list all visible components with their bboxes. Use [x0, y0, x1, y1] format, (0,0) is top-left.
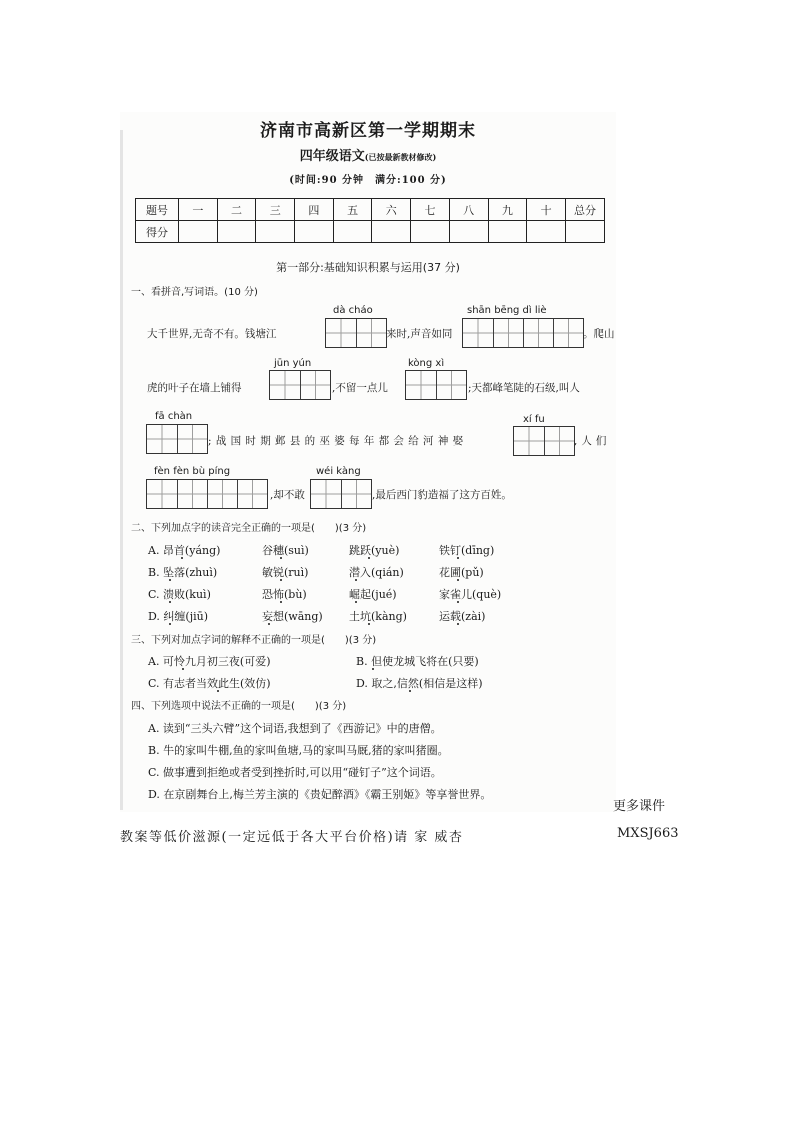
q1-line4-b: ,最后西门豹造福了这方百姓。	[372, 489, 512, 501]
emphasis-dot	[181, 557, 183, 559]
more-courseware-link[interactable]: 更多课件	[613, 799, 666, 814]
q3-option-a: A. 可怜九月初三夜(可爱)	[148, 655, 271, 668]
score-table-header-row	[136, 199, 605, 221]
subtitle-text: 四年级语文	[299, 149, 365, 164]
grid-cell[interactable]	[311, 480, 341, 508]
emphasis-dot	[409, 690, 411, 692]
q2-option-a-3: 跳跃(yuè)	[349, 544, 400, 557]
grid-cell[interactable]	[147, 425, 177, 453]
q3-option-c: C. 有志者当效此生(效仿)	[148, 677, 271, 690]
score-input-cell[interactable]	[179, 221, 218, 243]
score-cell: 题号	[136, 199, 179, 221]
grid-cell[interactable]	[406, 371, 436, 399]
score-input-cell[interactable]	[411, 221, 450, 243]
subtitle-note: (已按最新教材修改)	[364, 152, 437, 162]
emphasis-dot	[457, 623, 459, 625]
answer-grid-shanbeng[interactable]	[462, 318, 584, 348]
q4-option-a: A. 读到“三头六臂”这个词语,我想到了《西游记》中的唐僧。	[148, 722, 442, 735]
score-input-cell[interactable]	[488, 221, 527, 243]
emphasis-dot	[280, 601, 282, 603]
q2-option-d-4: 运载(zài)	[439, 610, 486, 623]
q1-line2-c: ;天都峰笔陡的石级,叫人	[468, 382, 580, 394]
q1-line1-b: 来时,声音如同	[386, 328, 453, 340]
q2-option-d-3: 土坑(kàng)	[349, 610, 407, 623]
q3-option-d: D. 取之,信然(相信是这样)	[356, 677, 483, 690]
answer-grid-junyun[interactable]	[269, 370, 331, 400]
score-cell: 四	[295, 199, 334, 221]
emphasis-dot	[280, 579, 282, 581]
time-info: (时间:90 分钟 满分:100 分)	[289, 175, 447, 186]
q1-line3-a: ;战国时期邺县的巫婆每年都会给河神娶	[208, 435, 468, 447]
q1-line3-b: ,人们	[574, 435, 611, 447]
q3-stem: 三、下列对加点字词的解释不正确的一项是( )(3 分)	[131, 635, 377, 646]
exam-title: 济南市高新区第一学期期末	[260, 121, 476, 141]
emphasis-dot	[368, 623, 370, 625]
score-input-cell[interactable]	[372, 221, 411, 243]
grid-cell[interactable]	[300, 371, 330, 399]
q1-line1-c: 。爬山	[583, 328, 615, 340]
q2-stem: 二、下列加点字的读音完全正确的一项是( )(3 分)	[131, 523, 367, 534]
pinyin-fachan: fā chàn	[155, 411, 193, 422]
q2-option-c-4: 家雀儿(què)	[439, 588, 502, 601]
answer-grid-weikang[interactable]	[310, 479, 372, 509]
grid-cell[interactable]	[341, 480, 371, 508]
q2-option-b-3: 潜入(qián)	[349, 566, 404, 579]
score-input-cell[interactable]	[449, 221, 488, 243]
contact-code: MXSJ663	[617, 826, 679, 841]
scan-edge	[120, 130, 123, 810]
q1-line2-b: ,不留一点儿	[332, 382, 388, 394]
q4-option-c: C. 做事遭到拒绝或者受到挫折时,可以用“碰钉子”这个词语。	[148, 766, 442, 779]
q2-option-c-1: C. 溃败(kuì)	[148, 588, 211, 601]
score-input-cell[interactable]	[295, 221, 334, 243]
pinyin-shanbeng: shān bēng dì liè	[467, 305, 547, 316]
emphasis-dot	[169, 623, 171, 625]
answer-grid-fachan[interactable]	[146, 424, 208, 454]
emphasis-dot	[457, 557, 459, 559]
score-cell: 六	[372, 199, 411, 221]
grid-cell[interactable]	[493, 319, 523, 347]
score-cell: 得分	[136, 221, 179, 243]
q1-line2-a: 虎的叶子在墙上铺得	[147, 382, 242, 394]
q4-stem: 四、下列选项中说法不正确的一项是( )(3 分)	[131, 701, 347, 712]
q2-option-b-2: 敏锐(ruì)	[262, 566, 309, 579]
grid-cell[interactable]	[270, 371, 300, 399]
answer-grid-fenfen[interactable]	[146, 479, 268, 509]
score-table-score-row	[136, 221, 605, 243]
emphasis-dot	[169, 601, 171, 603]
pinyin-kongxi: kòng xì	[408, 358, 445, 369]
part1-title: 第一部分:基础知识积累与运用(37 分)	[276, 261, 460, 274]
score-table	[135, 198, 605, 243]
grid-cell[interactable]	[237, 480, 267, 508]
grid-cell[interactable]	[436, 371, 466, 399]
emphasis-dot	[368, 557, 370, 559]
q4-option-d: D. 在京剧舞台上,梅兰芳主演的《贵妃醉酒》《霸王别姬》等享誉世界。	[148, 788, 492, 801]
grid-cell[interactable]	[147, 480, 177, 508]
answer-grid-dachao[interactable]	[325, 318, 387, 348]
pinyin-fenfen: fèn fèn bù píng	[154, 466, 231, 477]
grid-cell[interactable]	[356, 319, 386, 347]
q1-stem: 一、看拼音,写词语。(10 分)	[131, 287, 258, 298]
emphasis-dot	[457, 579, 459, 581]
q4-option-b: B. 牛的家叫牛棚,鱼的家叫鱼塘,马的家叫马厩,猪的家叫猪圈。	[148, 744, 449, 757]
score-cell: 八	[449, 199, 488, 221]
score-input-cell[interactable]	[217, 221, 256, 243]
emphasis-dot	[372, 668, 374, 670]
score-cell: 九	[488, 199, 527, 221]
grid-cell[interactable]	[177, 480, 207, 508]
answer-grid-xifu[interactable]	[513, 426, 575, 456]
score-input-cell[interactable]	[566, 221, 605, 243]
exam-subtitle	[120, 145, 616, 164]
emphasis-dot	[169, 579, 171, 581]
pinyin-junyun: jūn yún	[274, 358, 312, 369]
score-input-cell[interactable]	[256, 221, 295, 243]
q2-option-a-1: A. 昂首(yáng)	[148, 544, 221, 557]
score-cell: 二	[217, 199, 256, 221]
q2-option-a-2: 谷穗(suì)	[262, 544, 309, 557]
emphasis-dot	[355, 579, 357, 581]
grid-cell[interactable]	[463, 319, 493, 347]
score-cell: 三	[256, 199, 295, 221]
emphasis-dot	[268, 623, 270, 625]
grid-cell[interactable]	[523, 319, 553, 347]
grid-cell[interactable]	[326, 319, 356, 347]
pinyin-weikang: wéi kàng	[316, 466, 361, 477]
score-cell: 一	[179, 199, 218, 221]
q2-option-c-2: 恐怖(bù)	[262, 588, 307, 601]
q2-option-b-1: B. 坠落(zhuì)	[148, 566, 218, 579]
q1-line4-a: ,却不敢	[270, 489, 305, 501]
emphasis-dot	[457, 601, 459, 603]
score-input-cell[interactable]	[527, 221, 566, 243]
emphasis-dot	[355, 601, 357, 603]
q3-option-b: B. 但使龙城飞将在(只要)	[356, 655, 479, 668]
grid-cell[interactable]	[207, 480, 237, 508]
q2-option-b-4: 花圃(pǔ)	[439, 566, 484, 579]
q2-option-d-1: D. 纠缠(jiū)	[148, 610, 209, 623]
score-input-cell[interactable]	[333, 221, 372, 243]
q2-option-a-4: 铁钉(dīng)	[439, 544, 495, 557]
grid-cell[interactable]	[544, 427, 574, 455]
score-cell: 七	[411, 199, 450, 221]
pinyin-dachao: dà cháo	[333, 305, 373, 316]
score-cell: 十	[527, 199, 566, 221]
emphasis-dot	[182, 668, 184, 670]
q2-option-d-2: 妄想(wāng)	[262, 610, 323, 623]
grid-cell[interactable]	[553, 319, 583, 347]
score-cell: 五	[333, 199, 372, 221]
answer-grid-kongxi[interactable]	[405, 370, 467, 400]
emphasis-dot	[217, 690, 219, 692]
grid-cell[interactable]	[177, 425, 207, 453]
emphasis-dot	[280, 557, 282, 559]
score-cell: 总分	[566, 199, 605, 221]
pinyin-xifu: xí fu	[523, 414, 545, 425]
promo-text: 教案等低价滋源(一定远低于各大平台价格)请 家 威杏	[120, 830, 464, 845]
grid-cell[interactable]	[514, 427, 544, 455]
q2-option-c-3: 崛起(jué)	[349, 588, 397, 601]
q1-line1-a: 大千世界,无奇不有。钱塘江	[147, 328, 277, 340]
